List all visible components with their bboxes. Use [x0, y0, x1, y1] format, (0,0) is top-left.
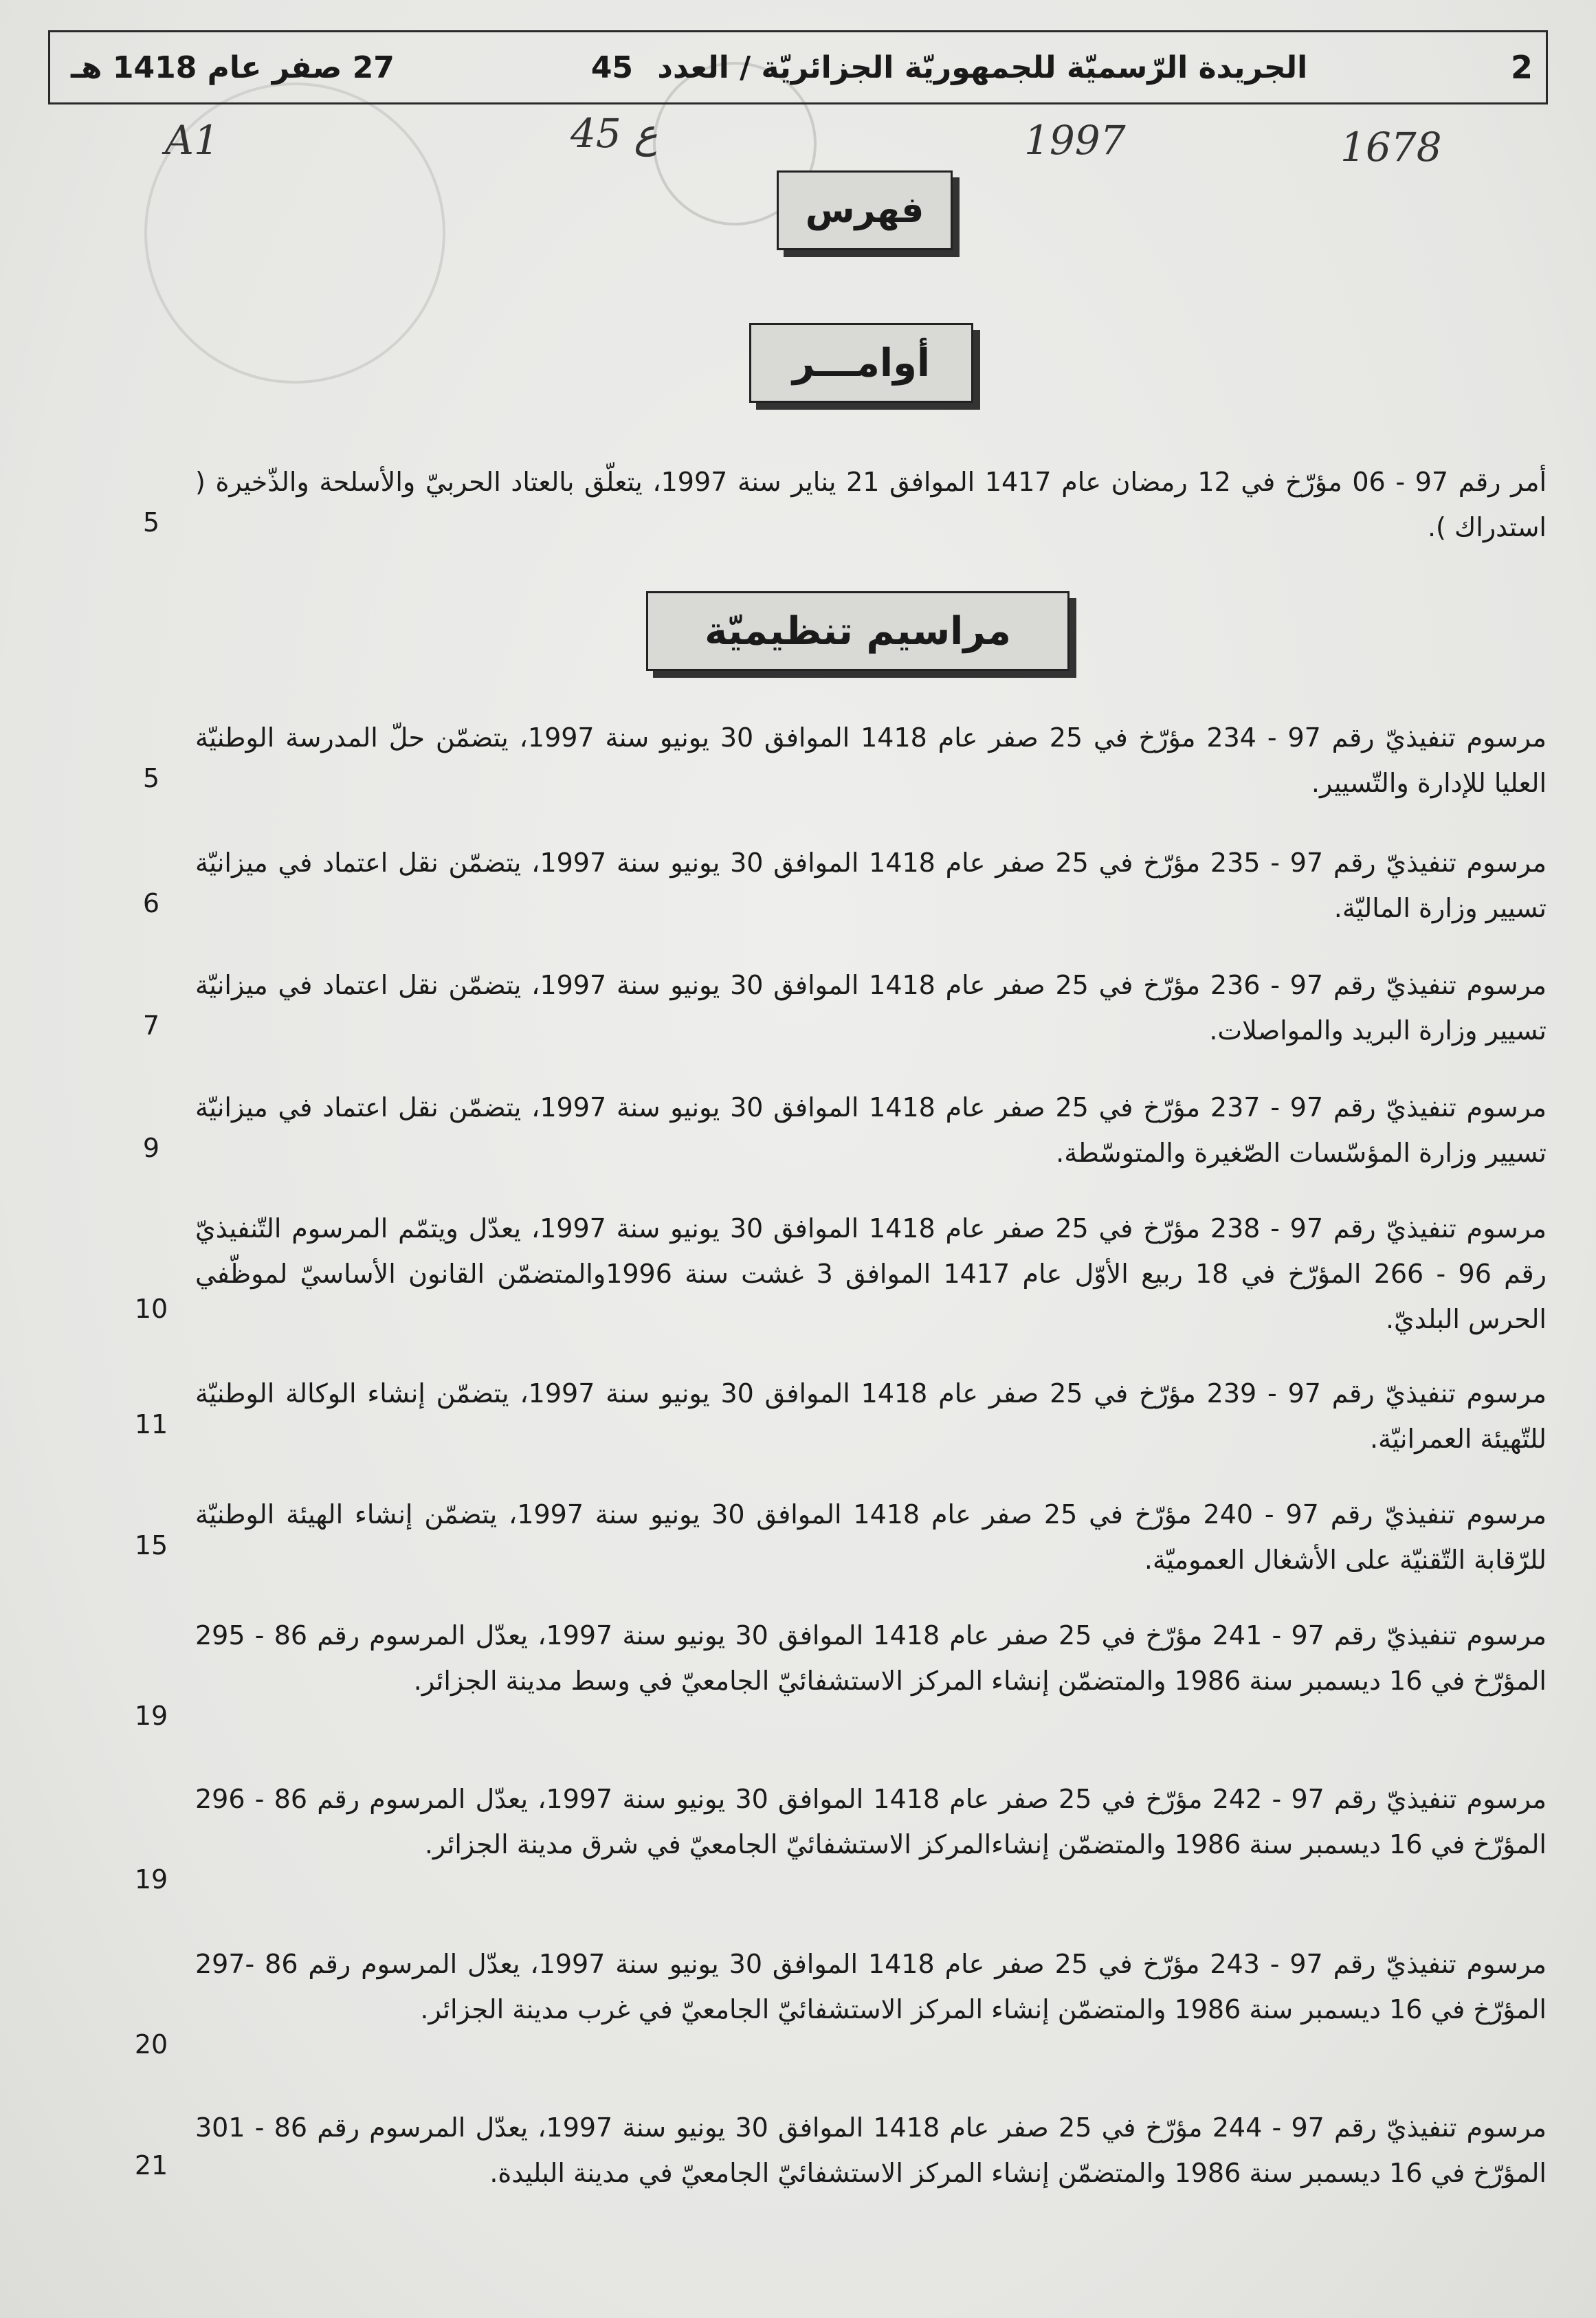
decree-text: مرسوم تنفيذيّ رقم 97 - 234 مؤرّخ في 25 صفر عام 1418 الموافق 30 يونيو سنة 1997، يتضمّن حلّ المدرسة الوطنيّة العليا للإدارة والتّسيير.	[195, 722, 1547, 798]
decree-entry	[103, 715, 1547, 806]
decree-text: مرسوم تنفيذيّ رقم 97 - 244 مؤرّخ في 25 صفر عام 1418 الموافق 30 يونيو سنة 1997، يعدّل المرسوم رقم 86 - 301 المؤرّخ في 16 ديسمبر سنة 1986 والمتضمّن إنشاء المركز الاستشفائيّ الجامعيّ في مدينة البليدة.	[195, 2112, 1547, 2188]
decree-text: مرسوم تنفيذيّ رقم 97 - 237 مؤرّخ في 25 صفر عام 1418 الموافق 30 يونيو سنة 1997، يتضمّن نقل اعتماد في ميزانيّة تسيير وزارة المؤسّسات الصّغيرة والمتوسّطة.	[195, 1092, 1547, 1168]
handwritten-note-left: A1	[165, 117, 219, 164]
decree-text: مرسوم تنفيذيّ رقم 97 - 240 مؤرّخ في 25 صفر عام 1418 الموافق 30 يونيو سنة 1997، يتضمّن إنشاء الهيئة الوطنيّة للرّقابة التّقنيّة على الأشغال العموميّة.	[195, 1499, 1547, 1575]
decree-page-number: 7	[142, 1011, 160, 1041]
index-title: فهرس	[805, 190, 924, 231]
header-date: 27 صفر عام 1418 هـ	[71, 49, 395, 85]
decree-text: مرسوم تنفيذيّ رقم 97 - 238 مؤرّخ في 25 صفر عام 1418 الموافق 30 يونيو سنة 1997، يعدّل ويتمّم المرسوم التّنفيذيّ رقم 96 - 266 المؤرّخ في 18 ربيع الأوّل عام 1417 الموافق 3 غشت سنة 1996والمتضمّن القانون الأساسيّ لموظّفي الحرس البلديّ.	[195, 1213, 1547, 1334]
decree-page-number: 15	[134, 1530, 168, 1560]
decree-text: مرسوم تنفيذيّ رقم 97 - 236 مؤرّخ في 25 صفر عام 1418 الموافق 30 يونيو سنة 1997، يتضمّن نقل اعتماد في ميزانيّة تسيير وزارة البريد والمواصلات.	[195, 970, 1547, 1046]
decree-page-number: 5	[142, 763, 160, 793]
orders-title: أوامـــر	[792, 340, 931, 386]
decree-entry	[103, 1941, 1547, 2060]
decree-entry	[103, 1492, 1547, 1582]
orders-title-box	[749, 323, 973, 403]
decree-page-number: 9	[142, 1133, 160, 1163]
decree-text: مرسوم تنفيذيّ رقم 97 - 243 مؤرّخ في 25 صفر عام 1418 الموافق 30 يونيو سنة 1997، يعدّل المرسوم رقم 86 -297 المؤرّخ في 16 ديسمبر سنة 1986 والمتضمّن إنشاء المركز الاستشفائيّ الجامعيّ في غرب مدينة الجزائر.	[195, 1949, 1547, 2024]
decrees-title: مراسيم تنظيميّة	[705, 608, 1011, 654]
decree-text: مرسوم تنفيذيّ رقم 97 - 242 مؤرّخ في 25 صفر عام 1418 الموافق 30 يونيو سنة 1997، يعدّل المرسوم رقم 86 - 296 المؤرّخ في 16 ديسمبر سنة 1986 والمتضمّن إنشاءالمركز الاستشفائيّ الجامعيّ في شرق مدينة الجزائر.	[195, 1784, 1547, 1859]
decree-entry	[103, 1776, 1547, 1895]
decree-entry	[103, 1085, 1547, 1175]
decree-page-number: 19	[134, 1864, 168, 1895]
decree-page-number: 10	[134, 1294, 168, 1324]
decree-entry	[103, 962, 1547, 1053]
handwritten-note-issue: ع 45	[570, 110, 658, 157]
order-page-number: 5	[142, 507, 160, 538]
decree-entry	[103, 840, 1547, 931]
page-number: 2	[1510, 49, 1533, 86]
decree-entry	[103, 2105, 1547, 2196]
decree-entry	[103, 1206, 1547, 1342]
journal-title-text: الجريدة الرّسميّة للجمهوريّة الجزائريّة / العدد	[657, 49, 1308, 85]
decree-text: مرسوم تنفيذيّ رقم 97 - 235 مؤرّخ في 25 صفر عام 1418 الموافق 30 يونيو سنة 1997، يتضمّن نقل اعتماد في ميزانيّة تسيير وزارة الماليّة.	[195, 848, 1547, 923]
decree-entry	[103, 1613, 1547, 1731]
decree-page-number: 11	[134, 1409, 168, 1439]
decree-page-number: 6	[142, 888, 160, 918]
page-header	[48, 30, 1548, 104]
decree-entry	[103, 1371, 1547, 1461]
order-text: أمر رقم 97 - 06 مؤرّخ في 12 رمضان عام 1417 الموافق 21 يناير سنة 1997، يتعلّق بالعتاد الحربيّ والأسلحة والذّخيرة ( استدراك ).	[195, 467, 1547, 542]
index-title-box	[777, 170, 953, 250]
journal-title	[428, 50, 1498, 85]
decree-text: مرسوم تنفيذيّ رقم 97 - 241 مؤرّخ في 25 صفر عام 1418 الموافق 30 يونيو سنة 1997، يعدّل المرسوم رقم 86 - 295 المؤرّخ في 16 ديسمبر سنة 1986 والمتضمّن إنشاء المركز الاستشفائيّ الجامعيّ في وسط مدينة الجزائر.	[195, 1620, 1547, 1696]
handwritten-note-number: 1678	[1340, 124, 1442, 170]
decree-page-number: 19	[134, 1701, 168, 1731]
decree-page-number: 21	[134, 2150, 168, 2181]
handwritten-note-year: 1997	[1024, 117, 1126, 164]
order-entry	[103, 459, 1547, 550]
decrees-title-box	[646, 591, 1069, 671]
issue-number: 45	[590, 49, 634, 85]
decree-text: مرسوم تنفيذيّ رقم 97 - 239 مؤرّخ في 25 صفر عام 1418 الموافق 30 يونيو سنة 1997، يتضمّن إنشاء الوكالة الوطنيّة للتّهيئة العمرانيّة.	[195, 1378, 1547, 1454]
decree-page-number: 20	[134, 2029, 168, 2060]
